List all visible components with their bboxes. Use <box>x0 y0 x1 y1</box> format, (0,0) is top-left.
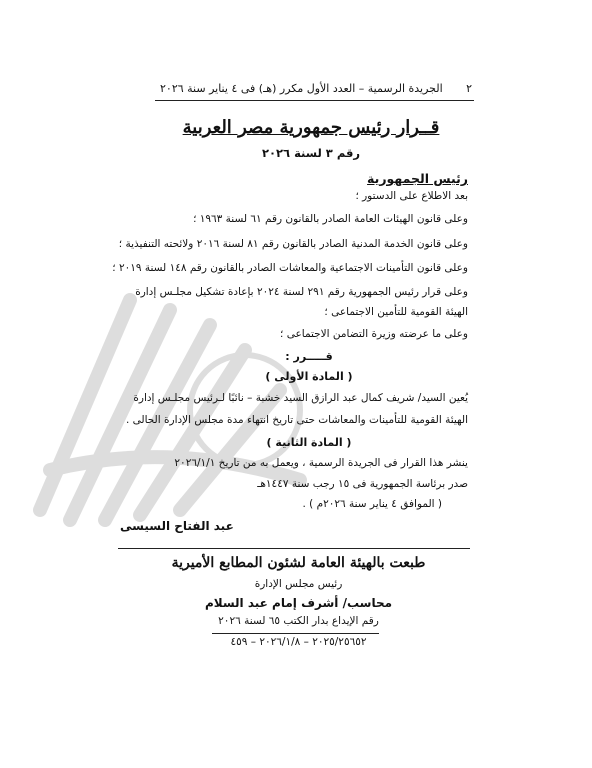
page-number: ٢ <box>466 82 472 95</box>
print-code: ٢٠٢٥/٢٥٦٥٢ – ٢٠٢٦/١/٨ – ٤٥٩ <box>230 636 367 648</box>
preamble-line: وعلى ما عرضته وزيرة التضامن الاجتماعى ؛ <box>280 328 468 340</box>
chair-title: رئيس مجلس الإدارة <box>254 578 343 590</box>
decides-heading: قـــــرر : <box>285 350 333 363</box>
preamble-line: وعلى قانون الهيئات العامة الصادر بالقانون رقم ٦١ لسنة ١٩٦٣ ؛ <box>193 213 468 225</box>
gregorian-date: ( الموافق ٤ يناير سنة ٢٠٢٦م ) . <box>302 498 442 510</box>
article-2-title: ( المادة الثانية ) <box>266 436 352 449</box>
article-1-title: ( المادة الأولى ) <box>265 370 353 383</box>
preamble-line: وعلى قرار رئيس الجمهورية رقم ٢٩١ لسنة ٢٠٢٤ بإعادة تشكيل مجلـس إدارة <box>135 286 468 298</box>
deposit-number: رقم الإيداع بدار الكتب ٦٥ لسنة ٢٠٢٦ <box>218 615 379 627</box>
article-1-line: يُعين السيد/ شريف كمال عبد الرازق السيد خشبة – نائبًا لـرئيس مجلـس إدارة <box>133 392 468 404</box>
footer-divider <box>118 548 470 549</box>
gazette-issue: الجريدة الرسمية – العدد الأول مكرر (هـ) فى ٤ يناير سنة ٢٠٢٦ <box>160 82 443 95</box>
preamble-line: بعد الاطلاع على الدستور ؛ <box>355 190 468 202</box>
printed-by: طبعت بالهيئة العامة لشئون المطابع الأميرية <box>171 555 426 571</box>
chair-name: محاسب/ أشرف إمام عبد السلام <box>204 596 393 610</box>
article-1-line: الهيئة القومية للتأمينات والمعاشات حتى تاريخ انتهاء مدة مجلس الإدارة الحالى . <box>125 414 468 426</box>
header-divider <box>155 100 474 101</box>
gazette-header <box>160 82 472 95</box>
preamble-line: وعلى قانون التأمينات الاجتماعية والمعاشات الصادر بالقانون رقم ١٤٨ لسنة ٢٠١٩ ؛ <box>112 262 468 274</box>
preamble-line: وعلى قانون الخدمة المدنية الصادر بالقانون رقم ٨١ لسنة ٢٠١٦ ولائحته التنفيذية ؛ <box>118 238 468 250</box>
decree-sender: رئيس الجمهورية <box>367 171 468 186</box>
deposit-divider <box>212 633 379 634</box>
decree-number: رقم ٣ لسنة ٢٠٢٦ <box>262 146 360 160</box>
issue-place-date: صدر برئاسة الجمهورية فى ١٥ رجب سنة ١٤٤٧هـ <box>257 478 468 490</box>
preamble-line: الهيئة القومية للتأمين الاجتماعى ؛ <box>324 306 468 318</box>
decree-title: قــرار رئيس جمهورية مصر العربية <box>182 117 440 138</box>
signature-name: عبد الفتاح السيسى <box>120 519 234 533</box>
article-2-line: ينشر هذا القرار فى الجريدة الرسمية ، ويعمل به من تاريخ ٢٠٢٦/١/١ <box>174 457 468 469</box>
